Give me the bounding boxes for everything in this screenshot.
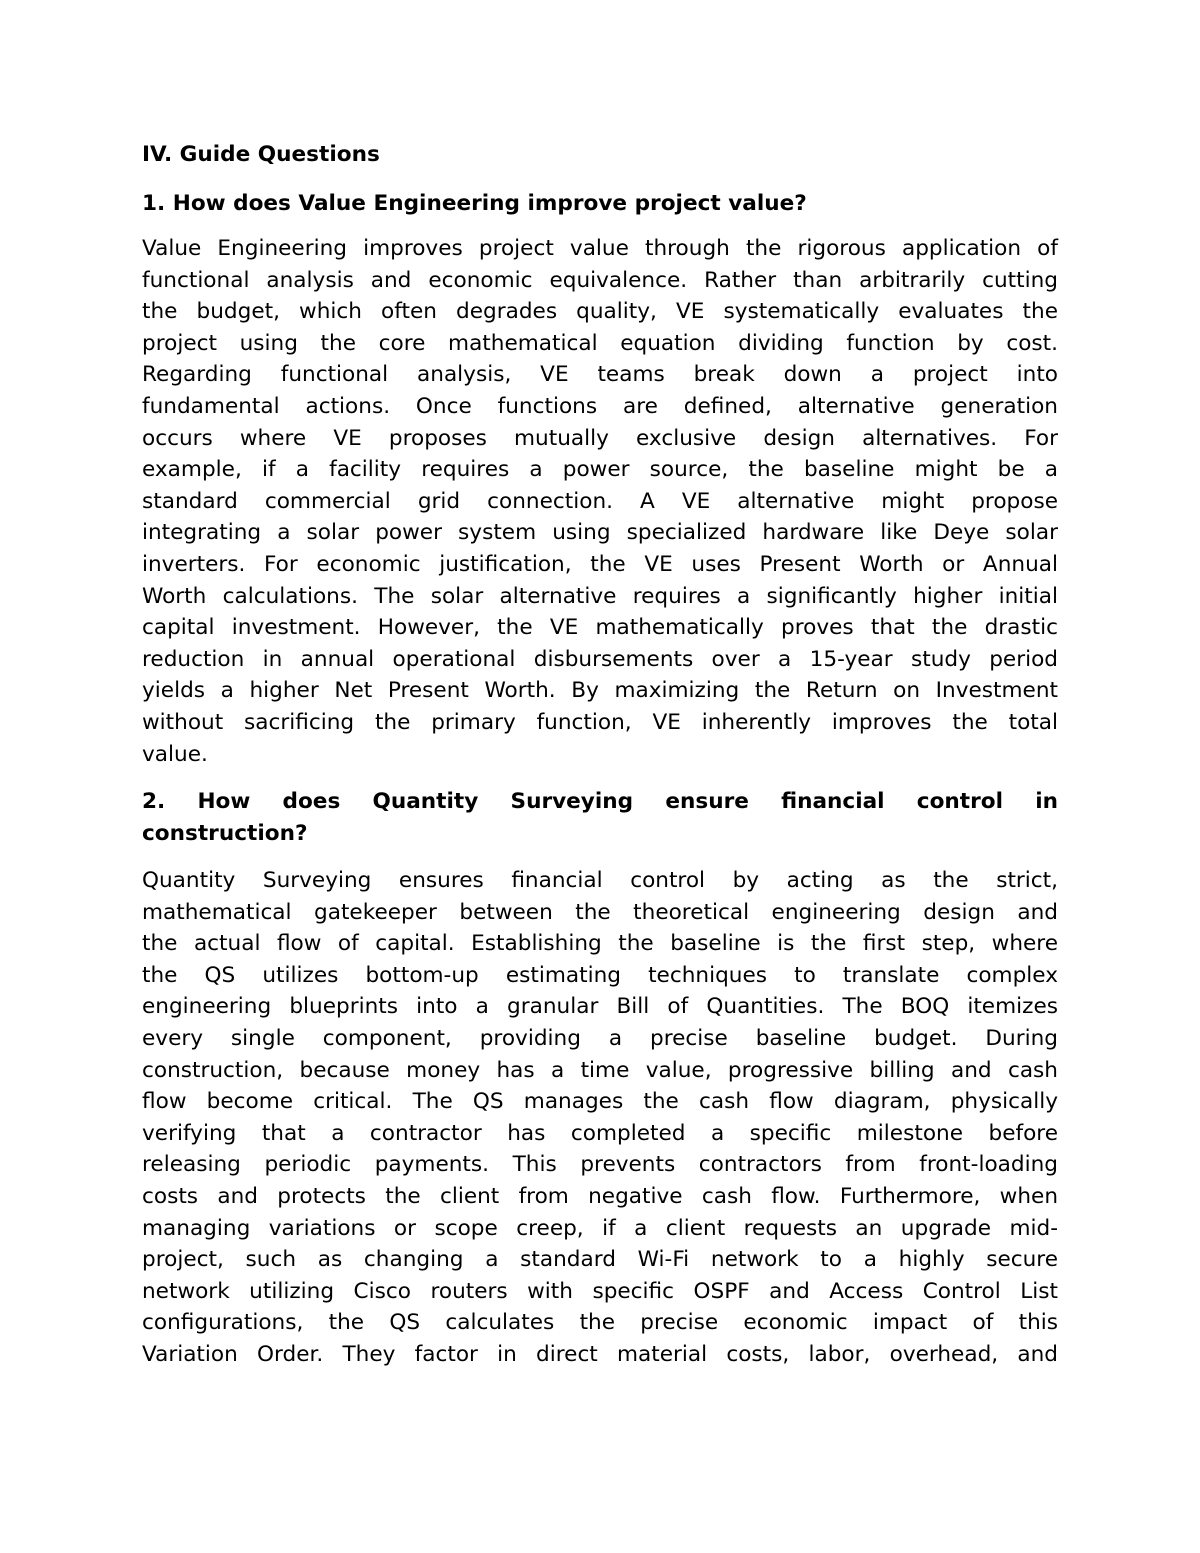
text-line: fundamental actions. Once functions are defined, alternative generation [142,393,1058,419]
text-line: value. [142,741,208,767]
text-line: Value Engineering improves project value through the rigorous application of [142,236,1058,261]
text-line: example, if a facility requires a power source, the baseline might be a [142,457,1058,483]
text-line: Quantity Surveying ensures financial control by acting as the strict, [142,868,1058,893]
text-line: verifying that a contractor has completed a specific milestone before [142,1120,1058,1146]
text-line: project, such as changing a standard Wi-Fi network to a highly secure [142,1247,1058,1273]
text-line: inverters. For economic justification, the VE uses Present Worth or Annual [142,551,1058,577]
text-line: managing variations or scope creep, if a client requests an upgrade mid- [142,1215,1058,1241]
text-line: integrating a solar power system using specialized hardware like Deye solar [142,520,1058,546]
text-line: the QS utilizes bottom-up estimating techniques to translate complex [142,962,1058,988]
text-line: the budget, which often degrades quality, VE systematically evaluates the [142,299,1058,325]
section-title: IV. Guide Questions [142,142,380,167]
text-line: standard commercial grid connection. A VE alternative might propose [142,488,1058,514]
text-line: network utilizing Cisco routers with specific OSPF and Access Control List [142,1278,1058,1304]
text-line: construction? [142,820,308,846]
text-line: Regarding functional analysis, VE teams break down a project into [142,362,1058,388]
question-1-heading: 1. How does Value Engineering improve project value? [142,191,807,216]
question-2-heading [142,786,1058,849]
text-line: yields a higher Net Present Worth. By maximizing the Return on Investment [142,678,1058,704]
text-line: 2. How does Quantity Surveying ensure financial control in [142,789,1058,814]
text-line: occurs where VE proposes mutually exclusive design alternatives. For [142,425,1058,451]
text-line: reduction in annual operational disbursements over a 15-year study period [142,646,1058,672]
question-1-answer [142,233,1058,770]
text-line: Variation Order. They factor in direct material costs, labor, overhead, and [142,1341,1058,1367]
text-line: project using the core mathematical equation dividing function by cost. [142,330,1058,356]
text-line: mathematical gatekeeper between the theoretical engineering design and [142,899,1058,925]
text-line: costs and protects the client from negative cash flow. Furthermore, when [142,1183,1058,1209]
text-line: the actual flow of capital. Establishing the baseline is the first step, where [142,931,1058,957]
text-line: configurations, the QS calculates the precise economic impact of this [142,1310,1058,1336]
text-line: engineering blueprints into a granular Bill of Quantities. The BOQ itemizes [142,994,1058,1020]
text-line: without sacrificing the primary function, VE inherently improves the total [142,709,1058,735]
text-line: every single component, providing a precise baseline budget. During [142,1025,1058,1051]
text-line: releasing periodic payments. This prevents contractors from front-loading [142,1152,1058,1178]
text-line: flow become critical. The QS manages the cash flow diagram, physically [142,1089,1058,1115]
text-line: construction, because money has a time value, progressive billing and cash [142,1057,1058,1083]
question-2-answer [142,865,1058,1371]
text-line: Worth calculations. The solar alternative requires a significantly higher initial [142,583,1058,609]
text-line: capital investment. However, the VE mathematically proves that the drastic [142,615,1058,641]
text-line: functional analysis and economic equivalence. Rather than arbitrarily cutting [142,267,1058,293]
